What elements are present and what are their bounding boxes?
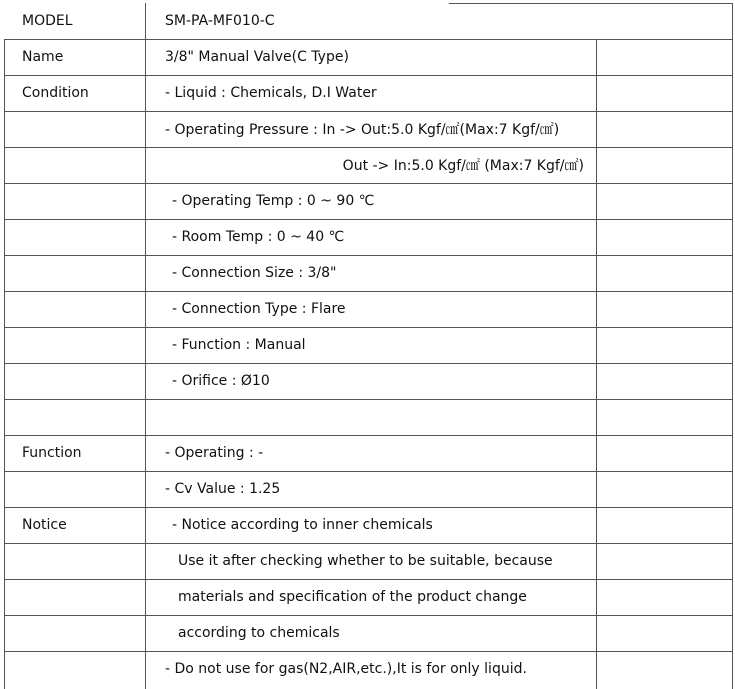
condition-line: - Connection Size : 3/8" <box>172 265 337 281</box>
row-condition-7 <box>0 291 735 327</box>
grid-line <box>4 183 733 184</box>
grid-line <box>4 399 733 400</box>
grid-line <box>4 75 733 76</box>
grid-line <box>4 363 733 364</box>
function-line: - Cv Value : 1.25 <box>165 481 281 497</box>
row-condition-9 <box>0 363 735 399</box>
row-notice-2 <box>0 543 735 579</box>
model-label: MODEL <box>22 13 73 29</box>
row-name <box>0 39 735 75</box>
grid-line <box>4 327 733 328</box>
condition-label: Condition <box>22 85 89 101</box>
grid-line <box>732 3 733 689</box>
notice-line: - Notice according to inner chemicals <box>172 517 433 533</box>
grid-line <box>145 3 146 689</box>
grid-line <box>4 291 733 292</box>
grid-line <box>4 471 733 472</box>
notice-line: materials and specification of the product change <box>178 589 527 605</box>
grid-line <box>4 147 733 148</box>
row-notice-4 <box>0 615 735 651</box>
grid-line <box>4 651 733 652</box>
row-function-1 <box>0 435 735 471</box>
grid-line <box>4 39 5 689</box>
notice-line: Use it after checking whether to be suitable, because <box>178 553 553 569</box>
condition-line: - Liquid : Chemicals, D.I Water <box>165 85 377 101</box>
model-value: SM-PA-MF010-C <box>165 13 275 29</box>
condition-line: - Room Temp : 0 ~ 40 ℃ <box>172 229 345 245</box>
grid-line <box>4 543 733 544</box>
row-condition-4 <box>0 183 735 219</box>
condition-line: - Operating Pressure : In -> Out:5.0 Kgf/㎠(Max:7 Kgf/㎠) <box>165 122 560 138</box>
row-function-2 <box>0 471 735 507</box>
notice-line: according to chemicals <box>178 625 340 641</box>
name-value: 3/8" Manual Valve(C Type) <box>165 49 349 65</box>
grid-line <box>4 255 733 256</box>
condition-line: - Orifice : Ø10 <box>172 373 270 389</box>
notice-line: - Do not use for gas(N2,AIR,etc.),It is for only liquid. <box>165 661 527 677</box>
grid-line <box>4 615 733 616</box>
row-notice-3 <box>0 579 735 615</box>
condition-line: Out -> In:5.0 Kgf/㎠ (Max:7 Kgf/㎠) <box>342 158 584 174</box>
row-condition-1 <box>0 75 735 111</box>
row-notice-5 <box>0 651 735 687</box>
row-condition-5 <box>0 219 735 255</box>
row-condition-8 <box>0 327 735 363</box>
grid-line <box>4 39 733 40</box>
grid-line <box>449 3 733 4</box>
notice-label: Notice <box>22 517 67 533</box>
row-notice-1 <box>0 507 735 543</box>
grid-line <box>596 39 597 689</box>
name-label: Name <box>22 49 64 65</box>
row-model <box>0 3 735 39</box>
function-line: - Operating : - <box>165 445 264 461</box>
grid-line <box>4 219 733 220</box>
row-condition-6 <box>0 255 735 291</box>
function-label: Function <box>22 445 82 461</box>
condition-line: - Function : Manual <box>172 337 306 353</box>
grid-line <box>4 507 733 508</box>
grid-line <box>4 435 733 436</box>
condition-line: - Connection Type : Flare <box>172 301 346 317</box>
condition-line: - Operating Temp : 0 ~ 90 ℃ <box>172 193 375 209</box>
grid-line <box>4 579 733 580</box>
row-condition-2 <box>0 111 735 147</box>
grid-line <box>4 111 733 112</box>
row-condition-3 <box>0 147 735 183</box>
